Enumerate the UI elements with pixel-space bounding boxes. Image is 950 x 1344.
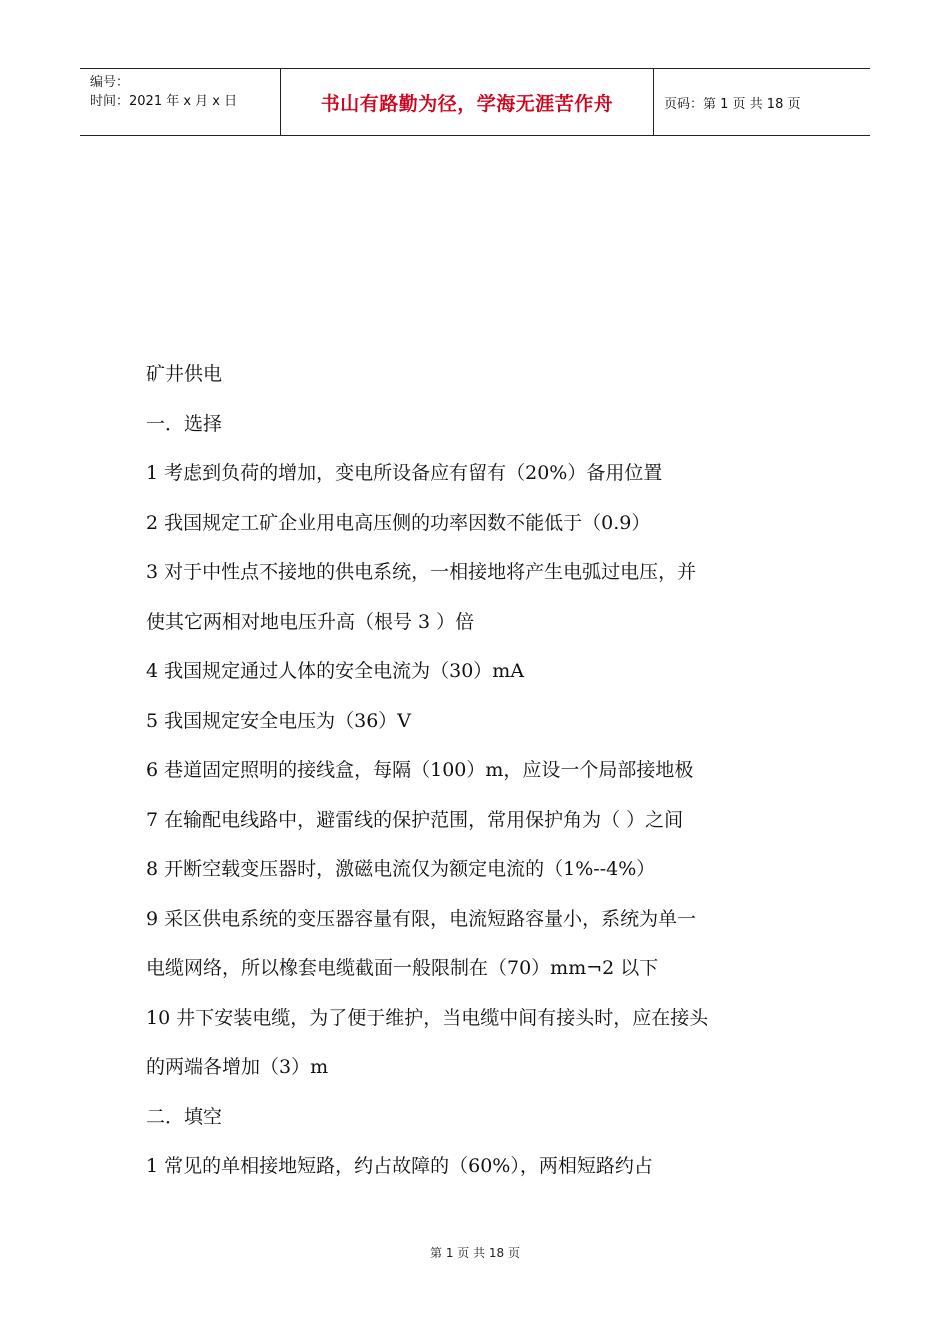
- text-line: 电缆网络，所以橡套电缆截面一般限制在（70）mm¬2 以下: [146, 957, 659, 979]
- document-body: [146, 350, 806, 1192]
- header-date: 时间：2021 年 x 月 x 日: [90, 94, 238, 109]
- section-heading-choice: 一．选择: [146, 412, 223, 435]
- text-line: 10 井下安装电缆，为了便于维护，当电缆中间有接头时，应在接头: [146, 1006, 709, 1029]
- text-line: 6 巷道固定照明的接线盒，每隔（100）m，应设一个局部接地极: [146, 759, 694, 781]
- text-line: 8 开断空载变压器时，激磁电流仅为额定电流的（1%--4%）: [146, 858, 656, 880]
- header-serial-label: 编号：: [90, 75, 130, 90]
- header-meta: [80, 69, 281, 135]
- section-heading-fill: 二．填空: [146, 1105, 223, 1128]
- text-line: 1 常见的单相接地短路，约占故障的（60%），两相短路约占: [146, 1155, 653, 1177]
- header-motto: 书山有路勤为径，学海无涯苦作舟: [281, 69, 654, 135]
- text-line: 使其它两相对地电压升高（根号 3 ）倍: [146, 610, 475, 633]
- page-footer: 第 1 页 共 18 页: [430, 1246, 520, 1260]
- page-header: [80, 68, 870, 136]
- text-line: 2 我国规定工矿企业用电高压侧的功率因数不能低于（0.9）: [146, 511, 651, 534]
- text-line: 9 采区供电系统的变压器容量有限，电流短路容量小，系统为单一: [146, 907, 697, 930]
- text-line: 1 考虑到负荷的增加，变电所设备应有留有（20%）备用位置: [146, 462, 663, 484]
- header-page-info: 页码：第 1 页 共 18 页: [664, 96, 801, 112]
- text-line: 5 我国规定安全电压为（36）V: [146, 709, 412, 732]
- text-line: 3 对于中性点不接地的供电系统，一相接地将产生电弧过电压，并: [146, 561, 697, 583]
- text-line: 7 在输配电线路中，避雷线的保护范围，常用保护角为（ ）之间: [146, 808, 684, 831]
- text-line: 的两端各增加（3）m: [146, 1056, 329, 1078]
- document-title: 矿井供电: [146, 363, 223, 385]
- text-line: 4 我国规定通过人体的安全电流为（30）mA: [146, 660, 525, 682]
